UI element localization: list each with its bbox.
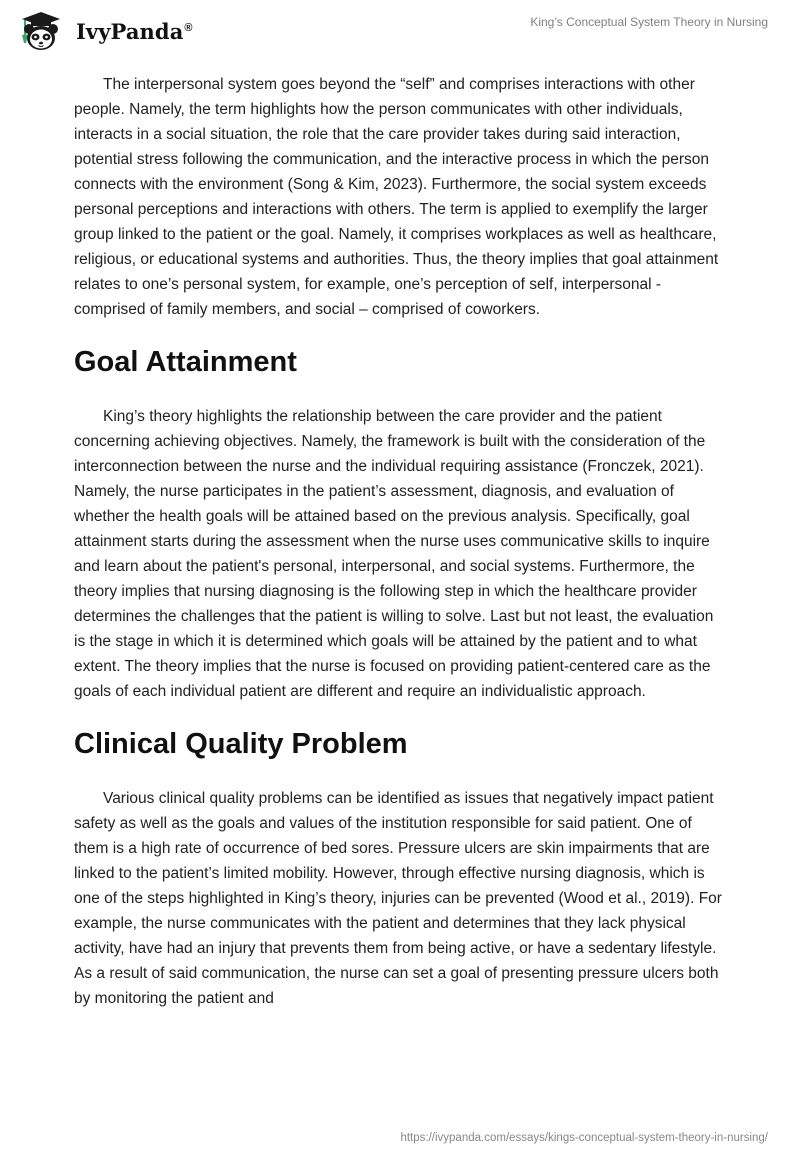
- paragraph-goal-attainment: King’s theory highlights the relationship between the care provider and the patient concerning achieving objectives. Namely, the framework is built with the consideration of the interconnection between the nurse and the individual requiring assistance (Fronczek, 2021). Namely, the nurse participates in the patient’s assessment, diagnosis, and evaluation of whether the health goals will be attained based on the previous analysis. Specifically, goal attainment starts during the assessment when the nurse uses communicative skills to inquire and learn about the patient's personal, interpersonal, and social systems. Furthermore, the theory implies that nursing diagnosing is the following step in which the healthcare provider determines the challenges that the patient is willing to solve. Last but not least, the evaluation is the stage in which it is determined which goals will be attained by the patient and to what extent. The theory implies that the nurse is focused on providing patient-centered care as the goals of each individual patient are different and require an individualistic approach.: [74, 408, 714, 700]
- heading-goal-attainment: Goal Attainment: [74, 346, 297, 378]
- brand-name: [76, 19, 193, 44]
- paragraph-interpersonal-system: The interpersonal system goes beyond the “self” and comprises interactions with other people. Namely, the term highlights how the person communicates with other individuals, interacts in a social situation, the role that the care provider takes during said interaction, potential stress following the communication, and the interactive process in which the person connects with the environment (Song & Kim, 2023). Furthermore, the social system exceeds personal perceptions and interactions with others. The term is applied to exemplify the larger group linked to the patient or the goal. Namely, it comprises workplaces as well as healthcare, religious, or educational systems and authorities. Thus, the theory implies that goal attainment relates to one’s personal system, for example, one’s perception of self, interpersonal - comprised of family members, and social – comprised of coworkers.: [74, 76, 719, 318]
- document-title: King’s Conceptual System Theory in Nursing: [530, 15, 768, 29]
- panda-graduate-logo-icon: [16, 9, 66, 53]
- essay-content: [74, 72, 724, 1011]
- brand-logo[interactable]: [16, 9, 193, 53]
- registered-mark: ®: [184, 21, 193, 34]
- page-header: [0, 0, 800, 64]
- brand-name-text: IvyPanda: [76, 18, 184, 44]
- heading-clinical-quality-problem: Clinical Quality Problem: [74, 728, 408, 760]
- paragraph-clinical-quality-problem: Various clinical quality problems can be identified as issues that negatively impact patient safety as well as the goals and values of the institution responsible for said patient. One of them is a high rate of occurrence of bed sores. Pressure ulcers are skin impairments that are linked to the patient’s limited mobility. However, through effective nursing diagnosis, which is one of the steps highlighted in King’s theory, injuries can be prevented (Wood et al., 2019). For example, the nurse communicates with the patient and determines that they lack physical activity, have had an injury that prevents them from being active, or have a sedentary lifestyle. As a result of said communication, the nurse can set a goal of presenting pressure ulcers both by monitoring the patient and: [74, 790, 722, 1007]
- source-url: https://ivypanda.com/essays/kings-conceptual-system-theory-in-nursing/: [400, 1132, 768, 1144]
